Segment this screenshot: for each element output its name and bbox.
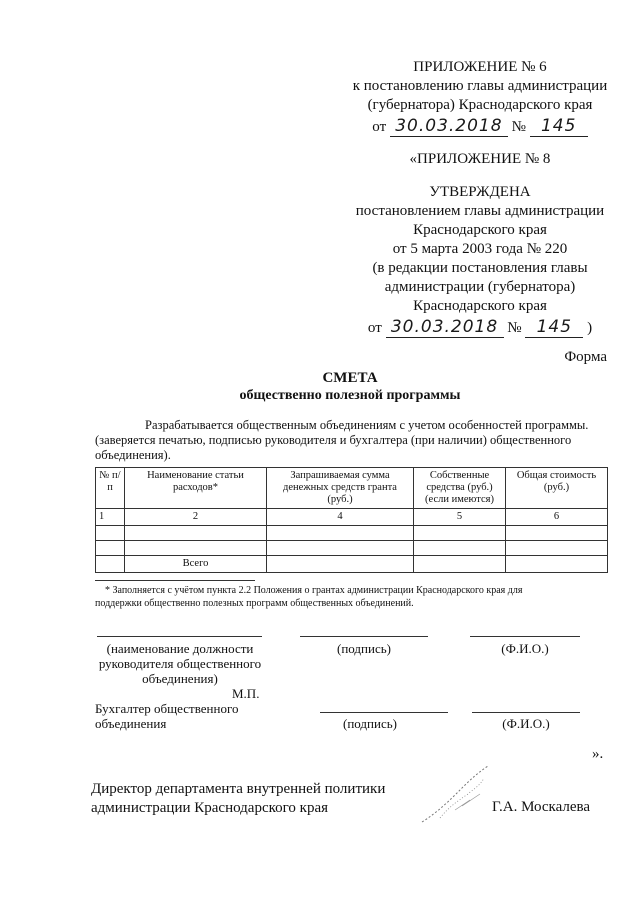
head-signature-line bbox=[300, 636, 428, 637]
number-prefix: № bbox=[511, 119, 526, 135]
appendix6-title: ПРИЛОЖЕНИЕ № 6 bbox=[413, 59, 547, 75]
budget-table bbox=[95, 467, 608, 573]
table-header-row bbox=[96, 468, 608, 509]
header-item: Наименование статьи расходов* bbox=[125, 468, 267, 509]
appendix8-line: от 5 марта 2003 года № 220 bbox=[392, 241, 568, 257]
position-signature-line bbox=[97, 636, 262, 637]
col-number-cell: 6 bbox=[506, 509, 608, 526]
total-label: Всего bbox=[125, 556, 267, 573]
appendix8-title: «ПРИЛОЖЕНИЕ № 8 bbox=[409, 151, 551, 167]
col-number-cell: 4 bbox=[267, 509, 414, 526]
appendix6-line2: к постановлению главы администрации bbox=[352, 78, 608, 94]
table-row bbox=[96, 509, 608, 526]
appendix8-line: Краснодарского края bbox=[413, 298, 547, 314]
accountant-fio-label: (Ф.И.О.) bbox=[502, 716, 550, 731]
appendix8-line: Краснодарского края bbox=[413, 222, 547, 238]
footnote-line: поддержки общественно полезных программ общественных объединений. bbox=[95, 598, 414, 609]
closing-quote: ». bbox=[592, 746, 604, 762]
appendix8-line: постановлением главы администрации bbox=[355, 203, 605, 219]
approved-label: УТВЕРЖДЕНА bbox=[429, 184, 531, 200]
accountant-label: Бухгалтер общественного объединения bbox=[95, 701, 239, 731]
appendix6-line3: (губернатора) Краснодарского края bbox=[367, 97, 593, 113]
stamp-label: М.П. bbox=[232, 686, 260, 701]
appendix6-date-line bbox=[350, 117, 610, 137]
position-label: (наименование должности руководителя общественного объединения) bbox=[98, 641, 262, 686]
col-number-cell: 1 bbox=[96, 509, 125, 526]
col-number-cell: 2 bbox=[125, 509, 267, 526]
appendix8-handwritten-number: 145 bbox=[525, 318, 583, 338]
closing-paren: ) bbox=[587, 320, 593, 336]
accountant-signature-line bbox=[320, 712, 448, 713]
head-fio-line bbox=[470, 636, 580, 637]
appendix6-handwritten-date: 30.03.2018 bbox=[390, 117, 508, 137]
footnote-line: * Заполняется с учётом пункта 2.2 Положения о грантах администрации Краснодарского края для bbox=[105, 585, 523, 596]
table-row bbox=[96, 541, 608, 556]
col-number-cell: 5 bbox=[414, 509, 506, 526]
appendix8-line: (в редакции постановления главы bbox=[372, 260, 588, 276]
appendix8-line: администрации (губернатора) bbox=[384, 279, 576, 295]
footnote-divider bbox=[95, 580, 255, 581]
appendix6-handwritten-number: 145 bbox=[530, 117, 588, 137]
form-label: Форма bbox=[564, 349, 607, 365]
intro-paragraph bbox=[95, 418, 610, 463]
table-total-row bbox=[96, 556, 608, 573]
head-signature-label: (подпись) bbox=[337, 641, 391, 656]
intro-line: (заверяется печатью, подписью руководителя и бухгалтера (при наличии) общественного bbox=[95, 433, 572, 447]
accountant-signature-label: (подпись) bbox=[343, 716, 397, 731]
intro-line: Разрабатывается общественным объединениям с учетом особенностей программы. bbox=[145, 418, 589, 432]
appendix8-block bbox=[350, 150, 610, 338]
footnote bbox=[95, 584, 610, 610]
table-row bbox=[96, 526, 608, 541]
footer-name: Г.А. Москалева bbox=[492, 799, 591, 815]
footer-position: Директор департамента внутренней политики администрации Краснодарского края bbox=[91, 781, 386, 816]
appendix6-block bbox=[350, 58, 610, 137]
header-total: Общая стоимость (руб.) bbox=[506, 468, 608, 509]
intro-line: объединения). bbox=[95, 448, 171, 462]
head-fio-label: (Ф.И.О.) bbox=[501, 641, 549, 656]
appendix8-handwritten-date: 30.03.2018 bbox=[386, 318, 504, 338]
header-own-funds: Собственные средства (руб.) (если имеются) bbox=[414, 468, 506, 509]
handwritten-signature bbox=[410, 760, 510, 830]
appendix8-date-line bbox=[350, 318, 610, 338]
accountant-fio-line bbox=[472, 712, 580, 713]
header-number: № п/п bbox=[96, 468, 125, 509]
document-subtitle: общественно полезной программы bbox=[239, 388, 461, 403]
date-prefix: от bbox=[372, 119, 387, 135]
date-prefix: от bbox=[367, 320, 382, 336]
document-title: СМЕТА bbox=[322, 370, 378, 386]
header-requested: Запрашиваемая сумма денежных средств гранта (руб.) bbox=[267, 468, 414, 509]
number-prefix: № bbox=[507, 320, 522, 336]
